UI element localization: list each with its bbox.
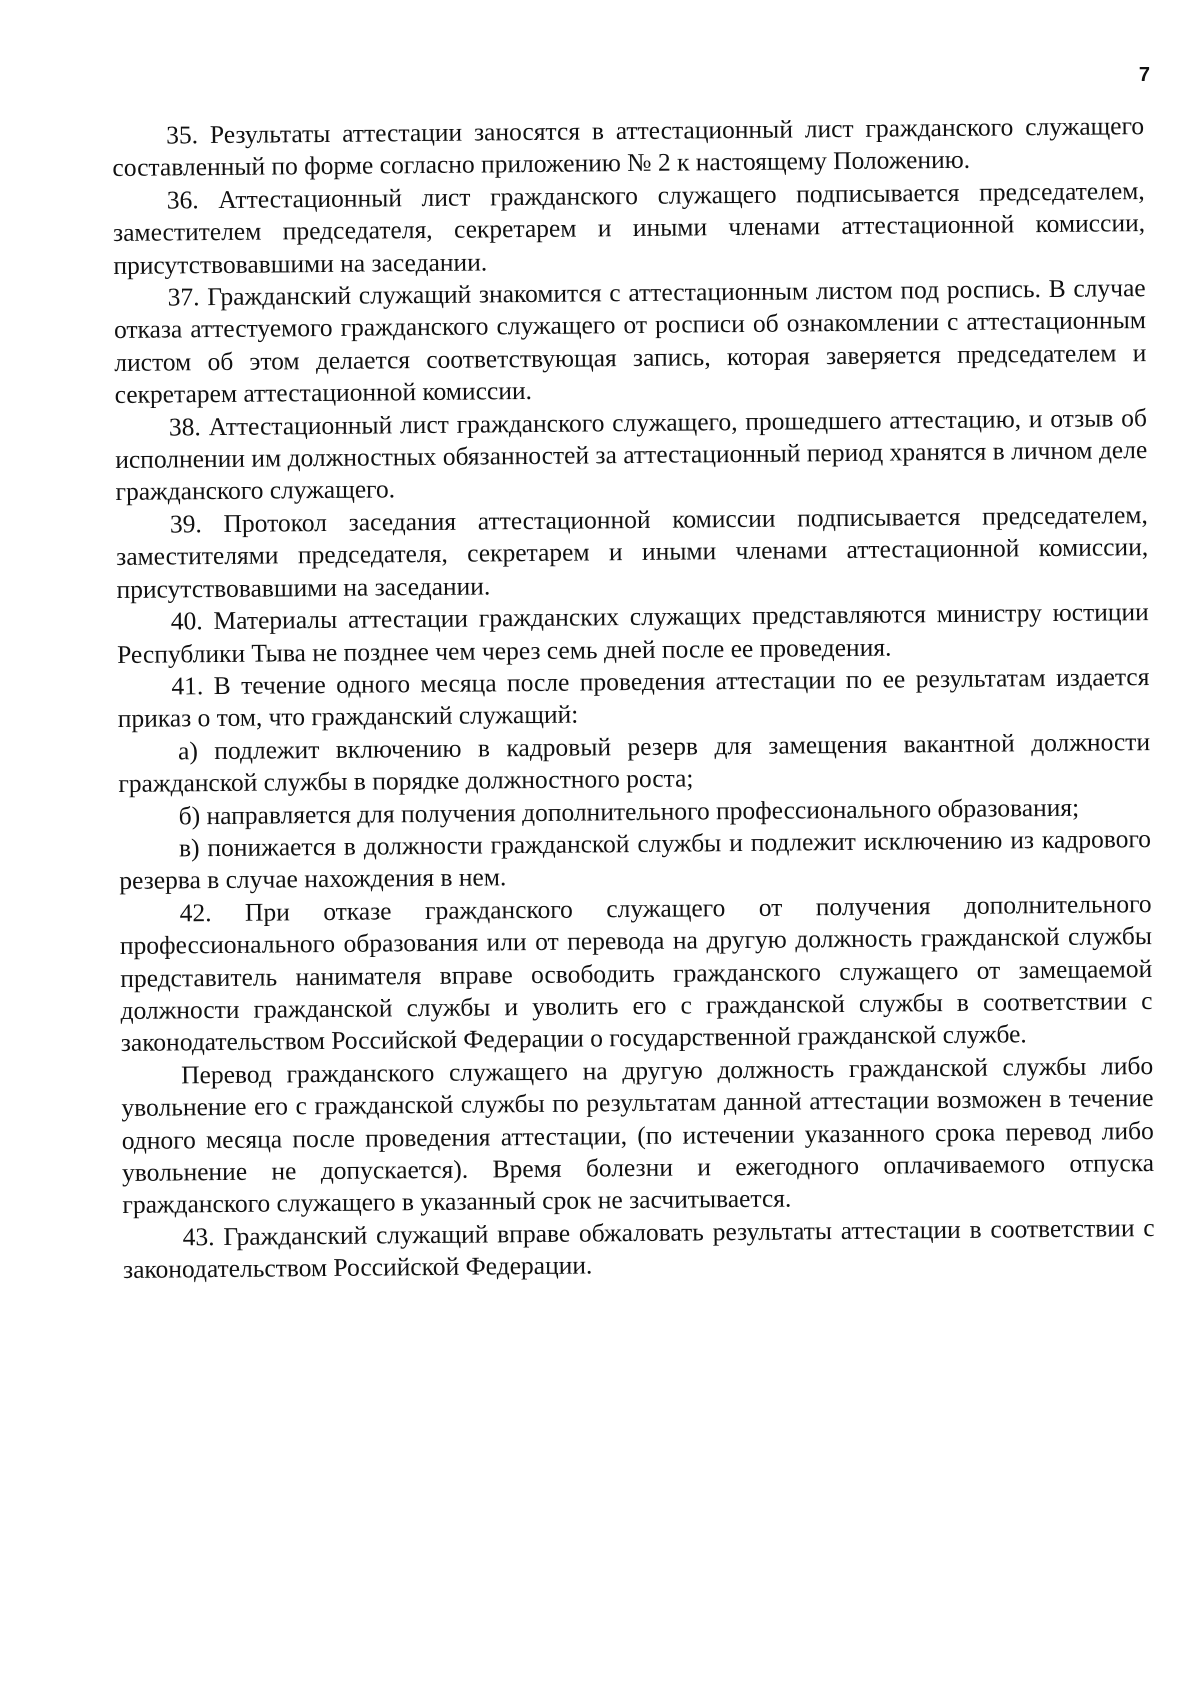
paragraph-35: 35. Результаты аттестации заносятся в аттестационный лист гражданского служащего составленный по форме согласно приложению № 2 к настоящему Положению. — [112, 111, 1145, 183]
paragraph-39: 39. Протокол заседания аттестационной комиссии подписывается председателем, заместителями председателя, секретарем и иными членами аттестационной комиссии, присутствовавшими на заседании. — [116, 499, 1149, 604]
list-item-b: б) направляется для получения дополнительного профессионального образования; — [178, 792, 1080, 830]
paragraph-38: 38. Аттестационный лист гражданского служащего, прошедшего аттестацию, и отзыв об исполнении им должностных обязанностей за аттестационный период хранятся в личном деле гражданского служащего. — [115, 402, 1148, 507]
paragraph-36: 36. Аттестационный лист гражданского служащего подписывается председателем, заместителем председателя, секретарем и иными членами аттестационной комиссии, присутствовавшими на заседании. — [112, 175, 1146, 280]
paragraph-41: 41. В течение одного месяца после проведения аттестации по ее результатам издается приказ о том, что гражданский служащий: — [117, 661, 1150, 734]
list-item-a: а) подлежит включению в кадровый резерв для замещения вакантной должности гражданской службы в порядке должностного роста; — [118, 726, 1151, 799]
paragraph-42-continuation: Перевод гражданского служащего на другую должность гражданской службы либо увольнение его с гражданской службы по результатам данной аттестации возможен в течение одного месяца после проведения аттестации, (по истечении указанного срока перевод либо увольнение не допускается). Время болезни и ежегодного оплачиваемого отпуска гражданского служащего в указанный срок не засчитывается. — [121, 1050, 1155, 1220]
paragraph-37: 37. Гражданский служащий знакомится с аттестационным листом под роспись. В случае отказа аттестуемого гражданского служащего от росписи об ознакомлении с аттестационным листом об этом делается соответствующая запись, которая заверяется председателем и секретарем аттестационной комиссии. — [113, 273, 1147, 410]
page-number: 7 — [1138, 64, 1150, 86]
paragraph-42: 42. При отказе гражданского служащего от получения дополнительного профессионального образования или от перевода на другую должность гражданской службы представитель нанимателя вправе освободить гражданского служащего от замещаемой должности гражданской службы и уволить его с гражданской службы в соответствии с законодательством Российской Федерации о государственной гражданской службе. — [119, 888, 1153, 1058]
list-item-v: в) понижается в должности гражданской службы и подлежит исключению из кадрового резерва в случае нахождения в нем. — [119, 823, 1152, 896]
document-body — [112, 110, 1155, 1286]
paragraph-40: 40. Материалы аттестации гражданских служащих представляются министру юстиции Республики Тыва не позднее чем через семь дней после ее проведения. — [116, 597, 1149, 669]
paragraph-43: 43. Гражданский служащий вправе обжаловать результаты аттестации в соответствии с законодательством Российской Федерации. — [122, 1212, 1155, 1285]
